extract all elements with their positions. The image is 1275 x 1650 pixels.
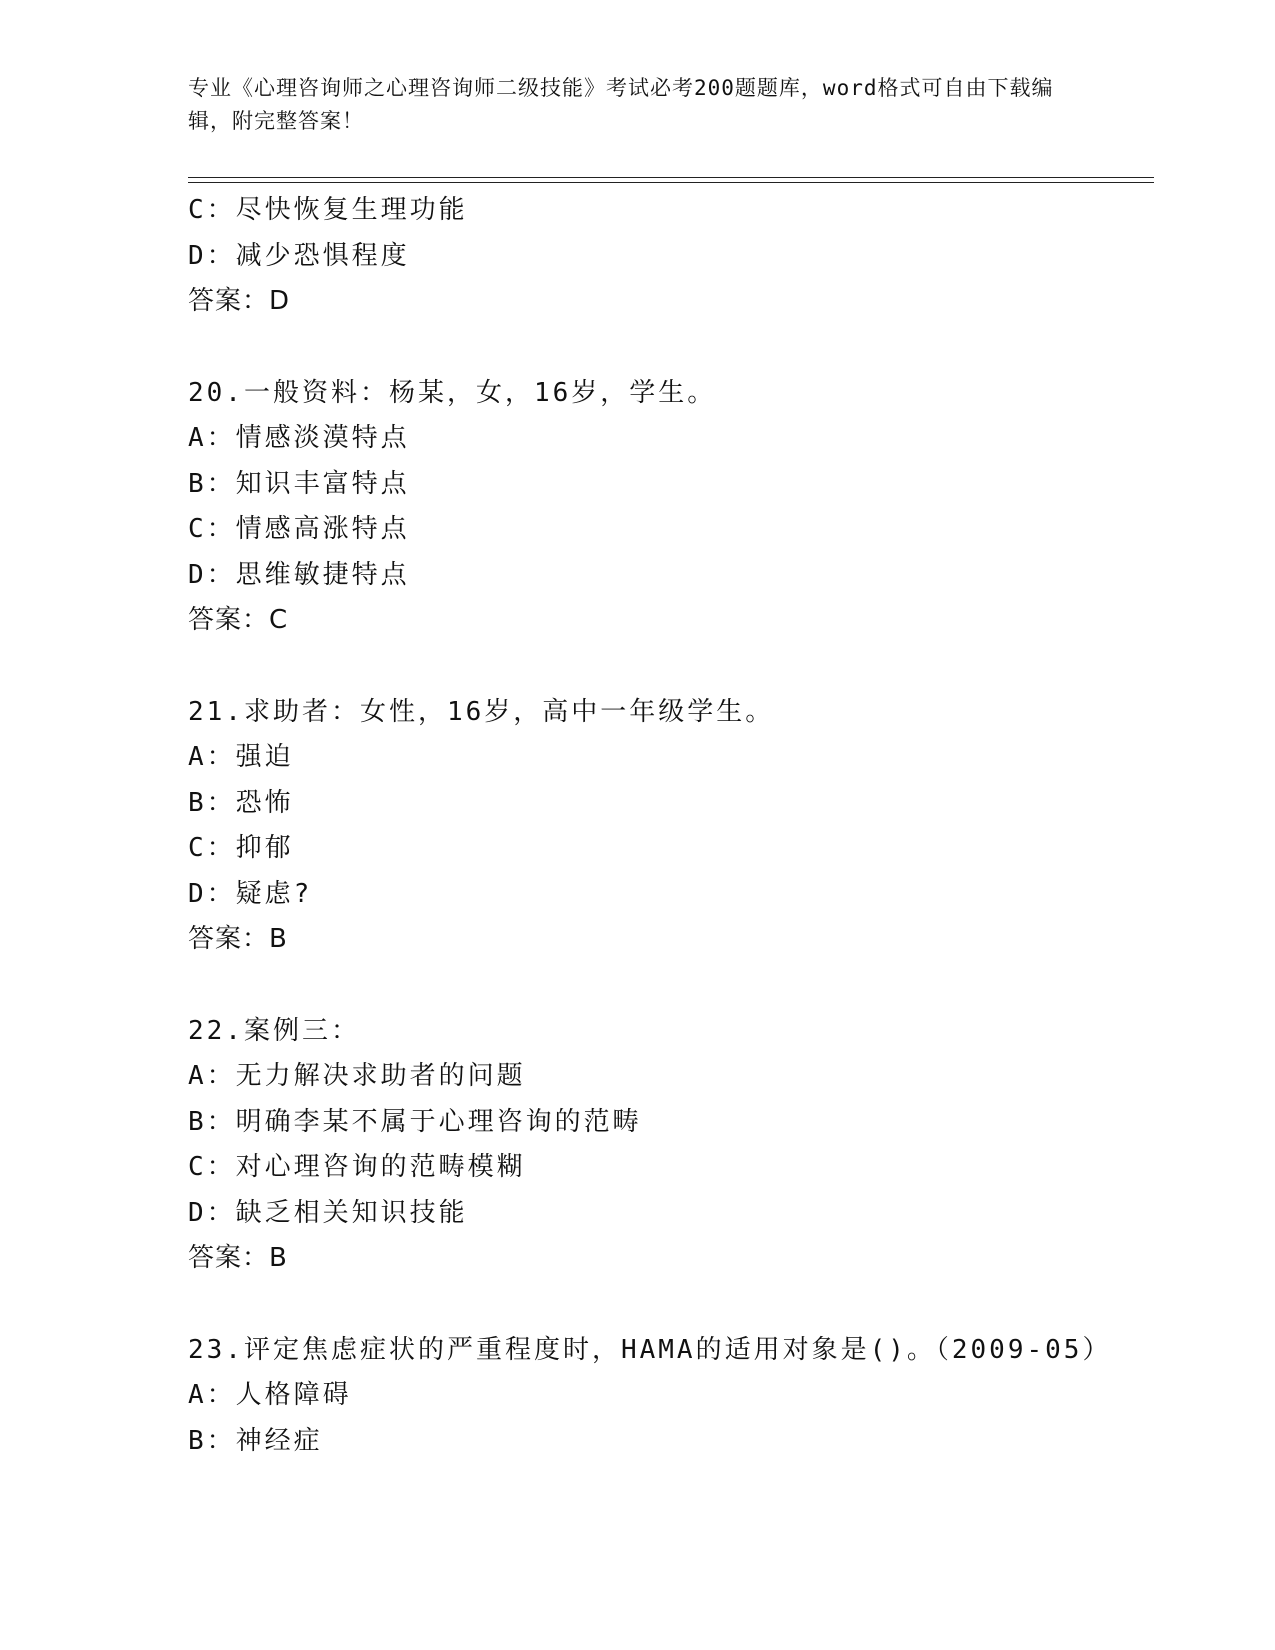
answer-line: 答案：C [188, 605, 289, 635]
option-b: B：知识丰富特点 [188, 468, 410, 499]
option-b: B：明确李某不属于心理咨询的范畴 [188, 1106, 642, 1137]
option-a: A：人格障碍 [188, 1380, 352, 1410]
option-d: D：减少恐惧程度 [188, 240, 410, 271]
option-d: D：疑虑? [188, 878, 313, 909]
option-b: B：神经症 [188, 1425, 323, 1456]
header-rule-top [188, 177, 1154, 178]
option-c: C：情感高涨特点 [188, 514, 410, 544]
option-b: B：恐怖 [188, 787, 294, 818]
question-block [188, 371, 1154, 644]
question-title: 21.求助者：女性，16岁，高中一年级学生。 [188, 696, 775, 727]
answer-line: 答案：D [188, 286, 291, 316]
option-a: A：情感淡漠特点 [188, 423, 410, 453]
option-d: D：缺乏相关知识技能 [188, 1197, 468, 1228]
question-block [188, 1009, 1154, 1282]
option-d: D：思维敏捷特点 [188, 559, 410, 590]
answer-line: 答案：B [188, 1243, 288, 1273]
option-c: C：抑郁 [188, 833, 294, 863]
option-a: A：强迫 [188, 742, 294, 772]
question-block [188, 188, 1154, 325]
question-title: 20.一般资料：杨某，女，16岁，学生。 [188, 377, 717, 408]
header-rule-bottom [188, 182, 1154, 183]
answer-line: 答案：B [188, 924, 288, 954]
question-block [188, 690, 1154, 963]
document-header: 专业《心理咨询师之心理咨询师二级技能》考试必考200题题库，word格式可自由下载编辑，附完整答案！ [188, 76, 1054, 133]
question-block [188, 1328, 1154, 1465]
option-a: A：无力解决求助者的问题 [188, 1061, 526, 1091]
question-title: 23.评定焦虑症状的严重程度时，HAMA的适用对象是()。（2009-05） [188, 1334, 1112, 1365]
option-c: C：尽快恢复生理功能 [188, 195, 468, 225]
question-title: 22.案例三： [188, 1015, 360, 1046]
option-c: C：对心理咨询的范畴模糊 [188, 1152, 526, 1182]
question-list [188, 188, 1154, 1464]
